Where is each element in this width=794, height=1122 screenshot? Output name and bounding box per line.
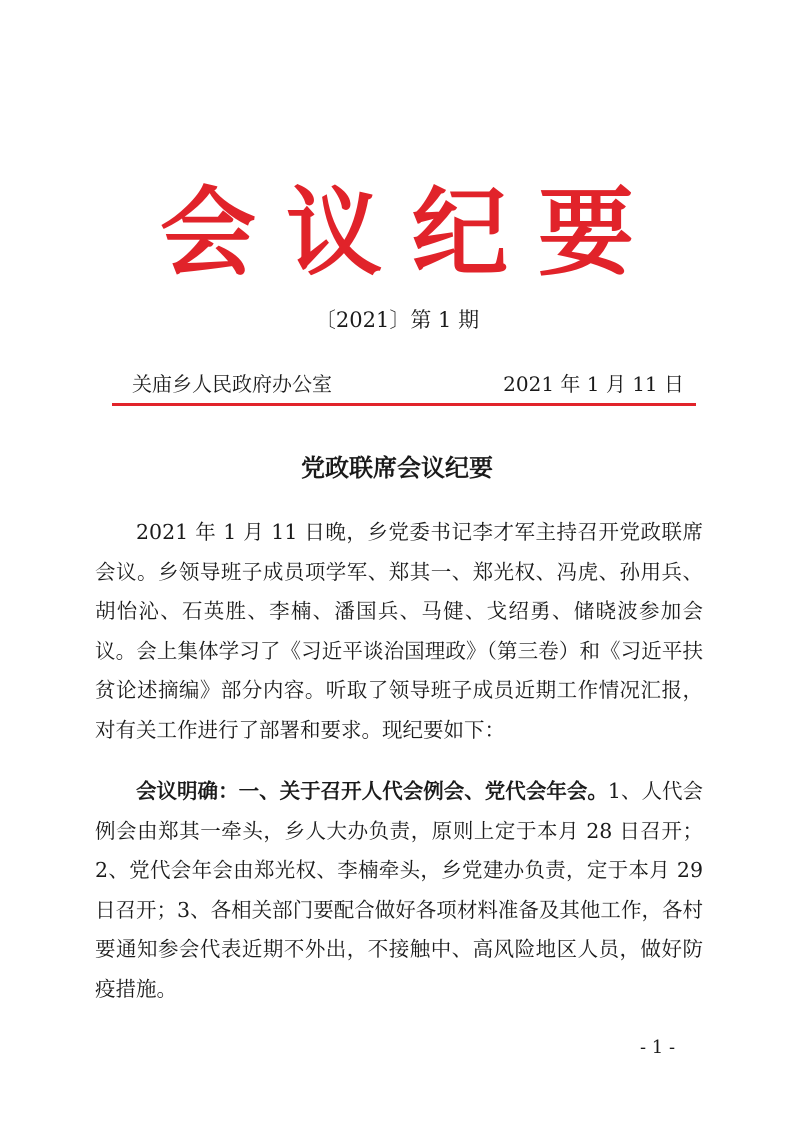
paragraph-intro: 2021 年 1 月 11 日晚，乡党委书记李才军主持召开党政联席会议。乡领导班子成员项学军、郑其一、郑光权、冯虎、孙用兵、胡怡沁、石英胜、李楠、潘国兵、马健、戈绍勇、储晓波参加会议。会上集体学习了《习近平谈治国理政》（第三卷）和《习近平扶贫论述摘编》部分内容。听取了领导班子成员近期工作情况汇报，对有关工作进行了部署和要求。现纪要如下： [95,520,703,742]
paragraph-decisions [95,772,703,1009]
issuer-name: 关庙乡人民政府办公室 [132,372,332,396]
document-title: 党政联席会议纪要 [301,453,493,482]
page-number: - 1 - [640,1037,676,1058]
masthead-title: 会议纪要 [160,176,664,289]
paragraph-decisions-lead: 会议明确：一、关于召开人代会例会、党代会年会。 [136,779,608,803]
issue-number: 〔2021〕第 1 期 [314,308,480,332]
red-divider-line [112,403,696,406]
paragraph-decisions-body: 1、人代会例会由郑其一牵头，乡人大办负责，原则上定于本月 28 日召开；2、党代会年会由郑光权、李楠牵头，乡党建办负责，定于本月 29 日召开；3、各相关部门要配合做好各项材料准备及其他工作，各村要通知参会代表近期不外出，不接触中、高风险地区人员，做好防疫措施。 [95,779,704,1001]
issue-date: 2021 年 1 月 11 日 [503,372,684,396]
